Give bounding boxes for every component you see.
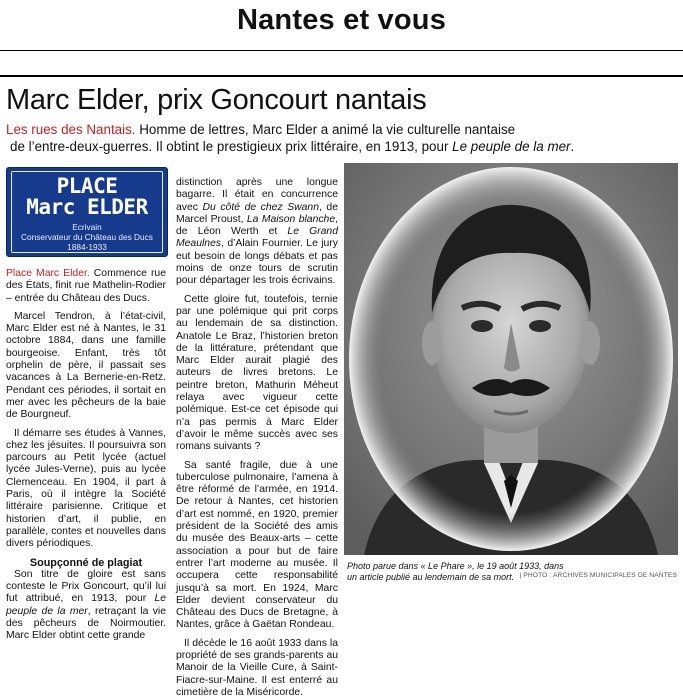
headline: Marc Elder, prix Goncourt nantais [6,84,427,116]
paragraph-text: , d’Alain Fournier. Le jury eut besoin de longs débats et pas moins de onze tours de scrutin pour départager les trois écrivains. [176,238,338,287]
sign-caption [6,268,166,305]
photo-caption: Photo parue dans « Le Phare », le 19 août 1933, dans un article publié au lendemain de sa mort. [347,561,564,582]
paragraph-text: , retraçant la vie des pêcheurs de Noirmoutier. Marc Elder obtint cette grande [6,605,167,642]
paragraph [6,569,166,643]
paragraph: Il démarre ses études à Vannes, chez les jésuites. Il poursuivra son parcours au Petit lycée (actuel lycée Jules-Verne), puis au lycée Clemenceau. En 1904, il part à Paris, où il intègre la Société littéraire parisienne. Critique et historien d’art, il publie, en parallèle, contes et nouvelles dans divers périodiques. [6,427,166,550]
lead-text-3: . [570,139,575,154]
subheading: Soupçonné de plagiat [29,556,143,569]
street-sign-line-2: Marc ELDER [26,195,148,219]
section-title: Nantes et vous [236,4,447,36]
lead-line-2 [6,138,676,155]
street-sign-line-4: Conservateur du Château des Ducs [21,232,153,242]
book-title: Le Grand Meaulnes [176,226,338,250]
street-sign [6,167,168,257]
lead-text-2: de l’entre-deux-guerres. Il obtint le prestigieux prix littéraire, en 1913, pour [10,139,453,154]
article-column-1 [6,268,166,643]
paragraph-text: distinction après une longue bagarre. Il était en concurrence avec [176,177,338,213]
street-sign-line-1: PLACE [56,174,118,198]
sign-caption-text: Commence rue des États, finit rue Mathelin-Rodier – entrée du Château des Ducs. [6,268,166,304]
lead-kicker: Les rues des Nantais. [6,122,136,137]
section-rule [0,75,683,77]
lead-line-1 [6,121,676,138]
photo-credit: | PHOTO : ARCHIVES MUNICIPALES DE NANTES [519,572,677,579]
paragraph-text: Son titre de gloire est sans conteste le Prix Goncourt, qu’il lui fut attribué, en 1913, pour [6,568,166,605]
paragraph: Il décède le 16 août 1933 dans la propriété de ses grands-parents au Manoir de la Vieille Cure, à Saint-Fiacre-sur-Maine. Il est enterré au cimetière de la Miséricorde. [176,637,338,698]
street-sign-line-3: Ecrivain [72,222,102,232]
book-title: La Maison blanche [246,213,336,225]
portrait-illustration [344,163,678,555]
lead-paragraph [6,121,676,155]
book-title: Le peuple de la mer [6,593,166,617]
article-column-2 [176,177,338,699]
paragraph: Cette gloire fut, toutefois, ternie par une polémique qui prit corps au lendemain de sa distinction. Anatole Le Braz, l’historien breton de la littérature, prétendant que Marc Elder aurait plagié des auteurs de livres bretons. Le peintre breton, Mathurin Méheut relaya avec vigueur cette polémique. Est-ce cet épisode qui n’a pas permis à Marc Elder d’avoir le même succès avec ses romans suivants ? [176,293,338,453]
paragraph: Marcel Tendron, à l’état-civil, Marc Elder est né à Nantes, le 31 octobre 1884, dans une famille bourgeoise. Enfant, très tôt orphelin de père, il passait ses vacances à La Bernerie-en-Retz. Pendant ces périodes, il sortait en mer avec les pêcheurs de la baie de Bourgneuf. [6,310,166,421]
street-sign-line-5: 1884-1933 [67,242,107,252]
sign-caption-lead: Place Marc Elder. [6,268,90,279]
lead-book-title: Le peuple de la mer [452,139,571,154]
paragraph-text: , de Marcel Proust, [176,201,338,225]
book-title: Du côté de chez Swann [202,201,319,213]
portrait-photo [344,163,678,555]
paragraph-text: , de Léon Werth et [176,213,338,238]
paragraph: Sa santé fragile, due à une tuberculose pulmonaire, l’amena à être réformé de l’armée, en 1914. De retour à Nantes, cet historien d’art est nommé, en 1920, premier président de la Société des amis du musée des Beaux-arts – cette association a pour but de faire entrer l’art moderne au musée. Il occupera cette responsabilité jusqu’à sa mort. En 1924, Marc Elder devient conservateur du Château des Ducs de Bretagne, à Nantes, grâce à Gaëtan Rondeau. [176,459,338,631]
top-rule [0,50,683,51]
lead-text-1: Homme de lettres, Marc Elder a animé la vie culturelle nantaise [135,122,516,137]
paragraph [176,177,338,288]
